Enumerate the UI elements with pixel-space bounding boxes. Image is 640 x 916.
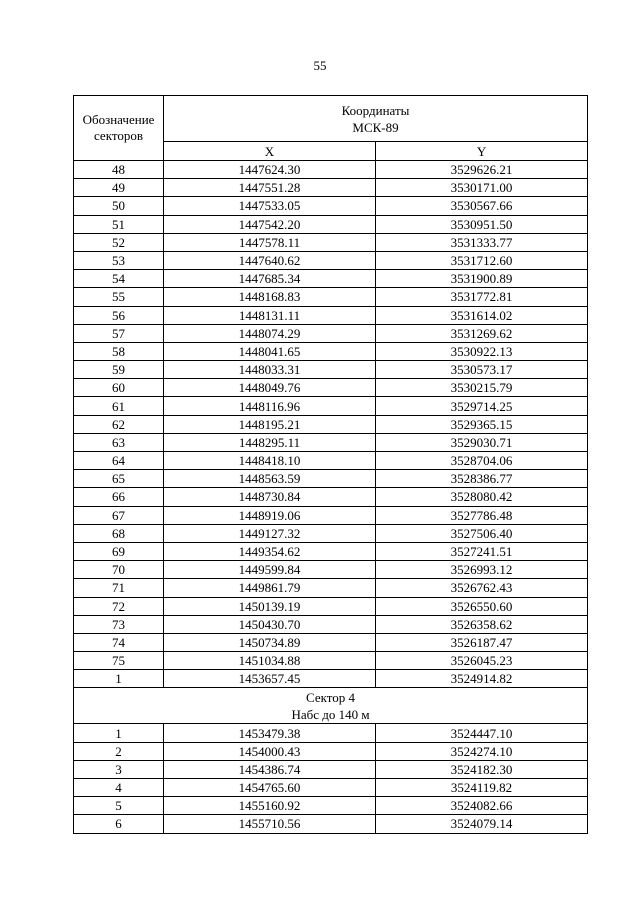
table-row xyxy=(74,233,588,251)
x-coordinate-cell: 1449354.62 xyxy=(164,542,376,560)
x-coordinate-cell: 1448116.96 xyxy=(164,397,376,415)
x-coordinate-cell: 1447533.05 xyxy=(164,197,376,215)
x-coordinate-cell: 1447542.20 xyxy=(164,215,376,233)
sector-number-cell: 1 xyxy=(74,724,164,742)
y-coordinate-cell: 3526358.62 xyxy=(376,615,588,633)
sector-header xyxy=(74,96,164,161)
sector-number-cell: 72 xyxy=(74,597,164,615)
coordinates-header xyxy=(164,96,588,142)
table-row xyxy=(74,379,588,397)
table-row xyxy=(74,161,588,179)
y-coordinate-cell: 3529626.21 xyxy=(376,161,588,179)
y-coordinate-cell: 3527506.40 xyxy=(376,524,588,542)
sector-number-cell: 51 xyxy=(74,215,164,233)
sector-number-cell: 60 xyxy=(74,379,164,397)
y-coordinate-cell: 3526187.47 xyxy=(376,633,588,651)
x-coordinate-cell: 1454000.43 xyxy=(164,742,376,760)
sector-number-cell: 59 xyxy=(74,361,164,379)
x-coordinate-cell: 1448131.11 xyxy=(164,306,376,324)
y-coordinate-cell: 3530573.17 xyxy=(376,361,588,379)
x-coordinate-cell: 1449861.79 xyxy=(164,579,376,597)
header-row xyxy=(74,96,588,142)
table-row xyxy=(74,288,588,306)
y-coordinate-cell: 3529030.71 xyxy=(376,433,588,451)
x-coordinate-cell: 1448730.84 xyxy=(164,488,376,506)
table-row xyxy=(74,397,588,415)
sector-number-cell: 57 xyxy=(74,324,164,342)
y-coordinate-cell: 3526993.12 xyxy=(376,561,588,579)
coordinates-header-line1: Координаты xyxy=(341,102,410,118)
x-coordinate-cell: 1447624.30 xyxy=(164,161,376,179)
y-coordinate-cell: 3530567.66 xyxy=(376,197,588,215)
sector-number-cell: 5 xyxy=(74,797,164,815)
table-row xyxy=(74,579,588,597)
x-coordinate-cell: 1453479.38 xyxy=(164,724,376,742)
x-coordinate-cell: 1455160.92 xyxy=(164,797,376,815)
x-coordinate-cell: 1454765.60 xyxy=(164,779,376,797)
sector-number-cell: 6 xyxy=(74,815,164,833)
table-row xyxy=(74,779,588,797)
sector-number-cell: 61 xyxy=(74,397,164,415)
section-row xyxy=(74,688,588,724)
sector-number-cell: 52 xyxy=(74,233,164,251)
x-coordinate-cell: 1451034.88 xyxy=(164,652,376,670)
sector-number-cell: 56 xyxy=(74,306,164,324)
table-row xyxy=(74,633,588,651)
x-coordinate-cell: 1447685.34 xyxy=(164,270,376,288)
table-row xyxy=(74,542,588,560)
table-row xyxy=(74,197,588,215)
x-coordinate-cell: 1449599.84 xyxy=(164,561,376,579)
sector-number-cell: 62 xyxy=(74,415,164,433)
x-header: X xyxy=(164,142,376,161)
coordinates-table xyxy=(73,95,588,834)
page-number: 55 xyxy=(313,58,327,73)
sector-header-line2: секторов xyxy=(94,128,143,143)
x-coordinate-cell: 1448049.76 xyxy=(164,379,376,397)
sector-number-cell: 73 xyxy=(74,615,164,633)
y-coordinate-cell: 3528386.77 xyxy=(376,470,588,488)
x-coordinate-cell: 1454386.74 xyxy=(164,760,376,778)
x-coordinate-cell: 1453657.45 xyxy=(164,670,376,688)
x-coordinate-cell: 1447640.62 xyxy=(164,251,376,269)
y-coordinate-cell: 3524079.14 xyxy=(376,815,588,833)
x-coordinate-cell: 1448563.59 xyxy=(164,470,376,488)
sector-number-cell: 58 xyxy=(74,342,164,360)
y-coordinate-cell: 3524447.10 xyxy=(376,724,588,742)
sector-number-cell: 75 xyxy=(74,652,164,670)
y-coordinate-cell: 3530922.13 xyxy=(376,342,588,360)
sector-number-cell: 69 xyxy=(74,542,164,560)
sector-number-cell: 54 xyxy=(74,270,164,288)
table-row xyxy=(74,615,588,633)
table-row xyxy=(74,342,588,360)
table-row xyxy=(74,742,588,760)
table-row xyxy=(74,652,588,670)
x-coordinate-cell: 1450139.19 xyxy=(164,597,376,615)
sector-number-cell: 49 xyxy=(74,179,164,197)
x-coordinate-cell: 1448041.65 xyxy=(164,342,376,360)
table-row xyxy=(74,561,588,579)
y-coordinate-cell: 3529365.15 xyxy=(376,415,588,433)
x-coordinate-cell: 1448195.21 xyxy=(164,415,376,433)
sector-number-cell: 71 xyxy=(74,579,164,597)
y-coordinate-cell: 3524119.82 xyxy=(376,779,588,797)
sector-number-cell: 2 xyxy=(74,742,164,760)
section-title-line1: Сектор 4 xyxy=(306,689,356,705)
sector-number-cell: 55 xyxy=(74,288,164,306)
table-row xyxy=(74,524,588,542)
table-row xyxy=(74,433,588,451)
y-coordinate-cell: 3531333.77 xyxy=(376,233,588,251)
coordinates-header-line2: МСК-89 xyxy=(352,119,399,135)
table-row xyxy=(74,797,588,815)
x-coordinate-cell: 1450734.89 xyxy=(164,633,376,651)
sector-header-line1: Обозначение xyxy=(82,112,155,127)
table-row xyxy=(74,179,588,197)
x-coordinate-cell: 1448033.31 xyxy=(164,361,376,379)
section-title xyxy=(74,688,588,724)
y-coordinate-cell: 3531712.60 xyxy=(376,251,588,269)
y-coordinate-cell: 3531900.89 xyxy=(376,270,588,288)
y-coordinate-cell: 3528704.06 xyxy=(376,452,588,470)
table-row xyxy=(74,815,588,833)
sector-number-cell: 63 xyxy=(74,433,164,451)
table-row xyxy=(74,760,588,778)
y-coordinate-cell: 3531269.62 xyxy=(376,324,588,342)
table-row xyxy=(74,506,588,524)
table-row xyxy=(74,324,588,342)
y-coordinate-cell: 3524914.82 xyxy=(376,670,588,688)
y-coordinate-cell: 3526762.43 xyxy=(376,579,588,597)
sector-number-cell: 48 xyxy=(74,161,164,179)
y-coordinate-cell: 3530215.79 xyxy=(376,379,588,397)
x-coordinate-cell: 1455710.56 xyxy=(164,815,376,833)
sector-number-cell: 3 xyxy=(74,760,164,778)
x-coordinate-cell: 1447551.28 xyxy=(164,179,376,197)
sector-number-cell: 1 xyxy=(74,670,164,688)
table-row xyxy=(74,597,588,615)
y-coordinate-cell: 3531614.02 xyxy=(376,306,588,324)
section-title-line2: Набс до 140 м xyxy=(291,706,370,722)
table-row xyxy=(74,452,588,470)
x-coordinate-cell: 1450430.70 xyxy=(164,615,376,633)
x-coordinate-cell: 1448295.11 xyxy=(164,433,376,451)
table-row xyxy=(74,361,588,379)
table-row xyxy=(74,306,588,324)
x-coordinate-cell: 1447578.11 xyxy=(164,233,376,251)
y-coordinate-cell: 3524082.66 xyxy=(376,797,588,815)
x-coordinate-cell: 1448074.29 xyxy=(164,324,376,342)
y-coordinate-cell: 3526550.60 xyxy=(376,597,588,615)
y-coordinate-cell: 3529714.25 xyxy=(376,397,588,415)
table-row xyxy=(74,488,588,506)
sector-number-cell: 70 xyxy=(74,561,164,579)
table-row xyxy=(74,470,588,488)
y-coordinate-cell: 3527786.48 xyxy=(376,506,588,524)
y-coordinate-cell: 3528080.42 xyxy=(376,488,588,506)
y-coordinate-cell: 3530951.50 xyxy=(376,215,588,233)
sector-number-cell: 64 xyxy=(74,452,164,470)
sector-number-cell: 66 xyxy=(74,488,164,506)
sector-number-cell: 50 xyxy=(74,197,164,215)
x-coordinate-cell: 1448919.06 xyxy=(164,506,376,524)
y-coordinate-cell: 3524274.10 xyxy=(376,742,588,760)
sector-number-cell: 68 xyxy=(74,524,164,542)
table-row xyxy=(74,724,588,742)
sector-number-cell: 65 xyxy=(74,470,164,488)
x-coordinate-cell: 1448168.83 xyxy=(164,288,376,306)
y-coordinate-cell: 3527241.51 xyxy=(376,542,588,560)
table-row xyxy=(74,251,588,269)
x-coordinate-cell: 1448418.10 xyxy=(164,452,376,470)
y-coordinate-cell: 3524182.30 xyxy=(376,760,588,778)
x-coordinate-cell: 1449127.32 xyxy=(164,524,376,542)
table-row xyxy=(74,215,588,233)
sector-number-cell: 67 xyxy=(74,506,164,524)
y-coordinate-cell: 3531772.81 xyxy=(376,288,588,306)
y-coordinate-cell: 3526045.23 xyxy=(376,652,588,670)
y-header: Y xyxy=(376,142,588,161)
sector-number-cell: 4 xyxy=(74,779,164,797)
sector-number-cell: 53 xyxy=(74,251,164,269)
table-row xyxy=(74,415,588,433)
table-row xyxy=(74,670,588,688)
sector-number-cell: 74 xyxy=(74,633,164,651)
table-row xyxy=(74,270,588,288)
y-coordinate-cell: 3530171.00 xyxy=(376,179,588,197)
